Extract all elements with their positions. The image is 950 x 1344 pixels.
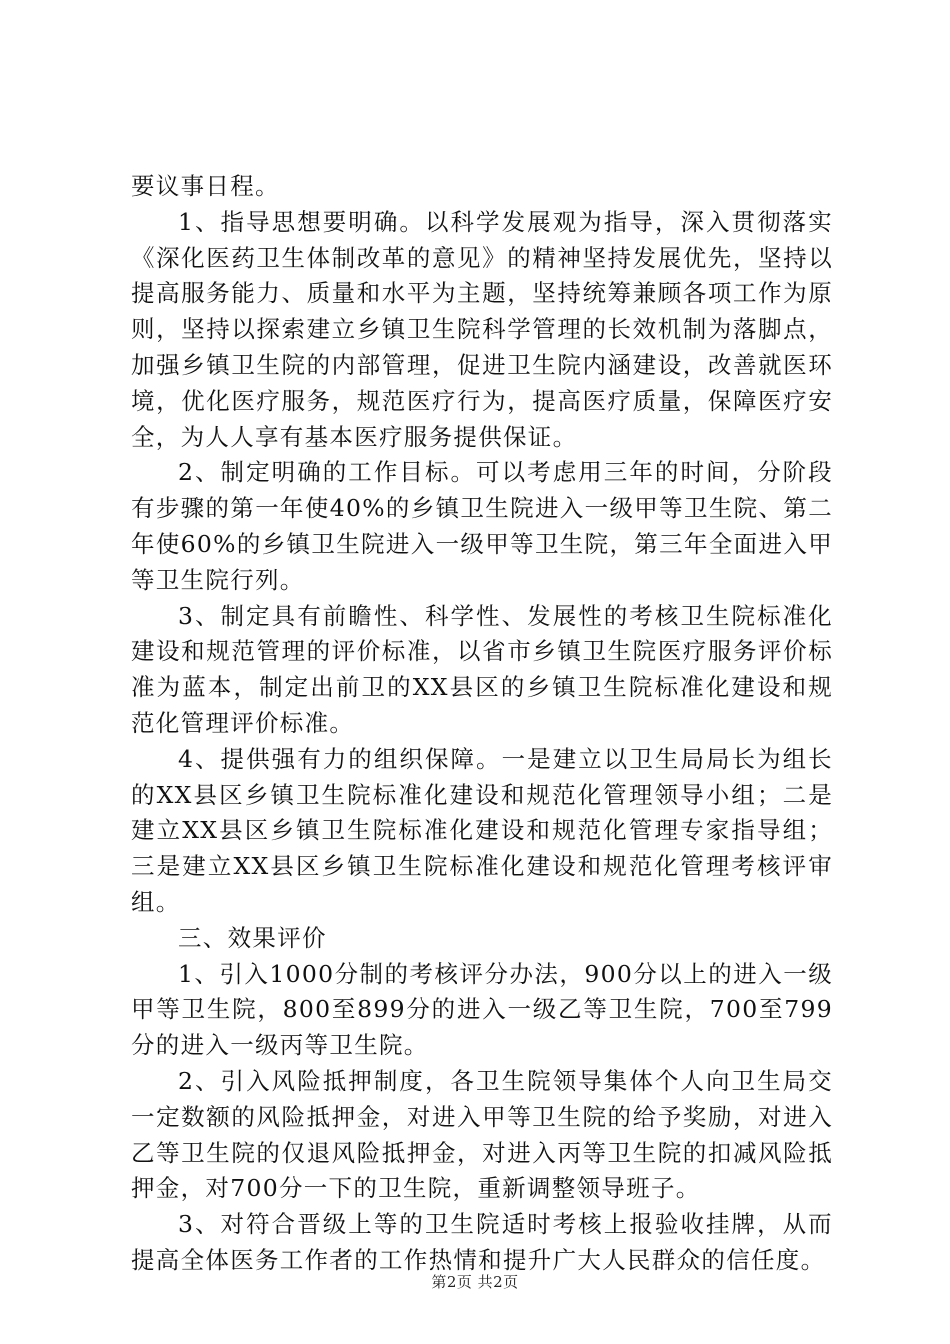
paragraph-work-goals: 2、制定明确的工作目标。可以考虑用三年的时间，分阶段有步骤的第一年使40%的乡镇卫生院进入一级甲等卫生院、第二年使60%的乡镇卫生院进入一级甲等卫生院，第三年全面进入甲等卫生院行列。 [131, 458, 833, 594]
document-body [131, 169, 833, 1279]
paragraph-evaluation-standards: 3、制定具有前瞻性、科学性、发展性的考核卫生院标准化建设和规范管理的评价标准，以省市乡镇卫生院医疗服务评价标准为蓝本，制定出前卫的XX县区的乡镇卫生院标准化建设和规范化管理评价标准。 [131, 601, 833, 737]
paragraph-risk-deposit: 2、引入风险抵押制度，各卫生院领导集体个人向卫生局交一定数额的风险抵押金，对进入甲等卫生院的给予奖励，对进入乙等卫生院的仅退风险抵押金，对进入丙等卫生院的扣减风险抵押金，对700分一下的卫生院，重新调整领导班子。 [131, 1066, 833, 1203]
paragraph-organizational-support: 4、提供强有力的组织保障。一是建立以卫生局局长为组长的XX县区乡镇卫生院标准化建设和规范化管理领导小组；二是建立XX县区乡镇卫生院标准化建设和规范化管理专家指导组；三是建立XX县区乡镇卫生院标准化建设和规范化管理考核评审组。 [131, 744, 833, 916]
paragraph-promotion-acceptance: 3、对符合晋级上等的卫生院适时考核上报验收挂牌，从而提高全体医务工作者的工作热情和提升广大人民群众的信任度。 [131, 1210, 833, 1274]
paragraph-continuation: 要议事日程。 [131, 172, 280, 200]
section-heading-effect-evaluation: 三、效果评价 [178, 923, 327, 952]
paragraph-guiding-ideology: 1、指导思想要明确。以科学发展观为指导，深入贯彻落实《深化医药卫生体制改革的意见》的精神坚持发展优先，坚持以提高服务能力、质量和水平为主题，坚持统筹兼顾各项工作为原则，坚持以探索建立乡镇卫生院科学管理的长效机制为落脚点，加强乡镇卫生院的内部管理，促进卫生院内涵建设，改善就医环境，优化医疗服务，规范医疗行为，提高医疗质量，保障医疗安全，为人人享有基本医疗服务提供保证。 [131, 207, 833, 451]
page-footer: 第2页 共2页 [431, 1273, 519, 1291]
paragraph-scoring-method: 1、引入1000分制的考核评分办法，900分以上的进入一级甲等卫生院，800至899分的进入一级乙等卫生院，700至799分的进入一级丙等卫生院。 [131, 959, 833, 1060]
